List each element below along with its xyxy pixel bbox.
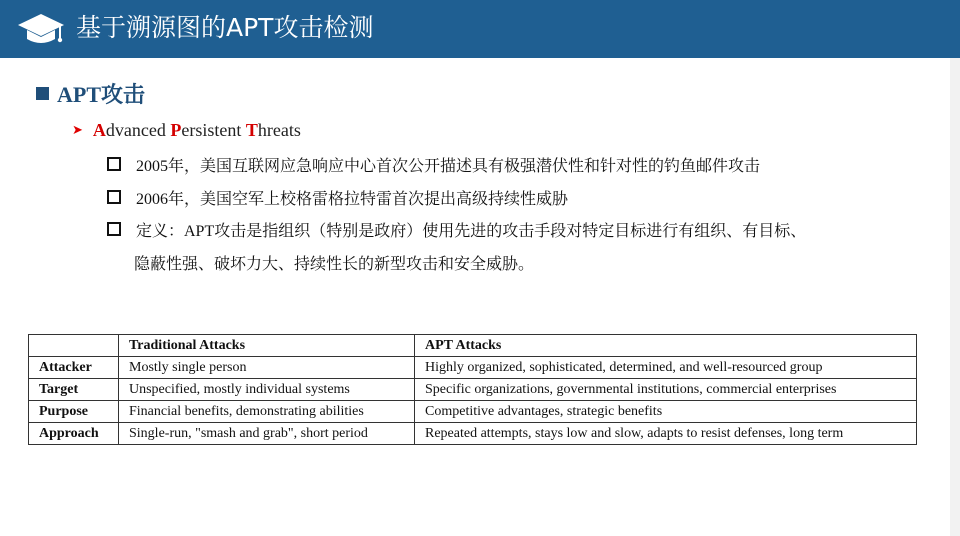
hollow-square-bullet-icon	[107, 190, 121, 204]
bullet-text: 定义：APT攻击是指组织（特别是政府）使用先进的攻击手段对特定目标进行有组织、有目标、	[136, 222, 807, 240]
cell-traditional: Unspecified, mostly individual systems	[119, 379, 415, 401]
section-title: APT攻击	[57, 81, 146, 107]
table-row	[29, 379, 917, 401]
subtitle-initial-p: P	[170, 119, 182, 140]
subtitle-word-persistent: ersistent	[181, 119, 246, 140]
bullet-text: 2006年，美国空军上校格雷格拉特雷首次提出高级持续性威胁	[136, 190, 569, 208]
subtitle-initial-t: T	[245, 119, 258, 140]
bullet-item	[107, 150, 760, 178]
cell-apt: Competitive advantages, strategic benefits	[415, 401, 917, 423]
bullet-item	[107, 183, 568, 211]
square-bullet-icon	[36, 87, 49, 100]
cell-apt: Highly organized, sophisticated, determined, and well-resourced group	[415, 357, 917, 379]
subtitle-line	[72, 118, 301, 142]
subtitle-word-threats: hreats	[257, 119, 301, 140]
column-header-blank	[29, 335, 119, 357]
column-header-traditional: Traditional Attacks	[119, 335, 415, 357]
row-label: Approach	[29, 423, 119, 445]
bullet-item	[107, 215, 806, 243]
cell-apt: Specific organizations, governmental institutions, commercial enterprises	[415, 379, 917, 401]
subtitle-initial-a: A	[92, 119, 106, 140]
comparison-table	[28, 334, 917, 445]
table-row	[29, 357, 917, 379]
row-label: Target	[29, 379, 119, 401]
page-title: 基于溯源图的APT攻击检测	[76, 13, 374, 42]
arrow-bullet-icon: ➤	[72, 122, 83, 137]
table-row	[29, 401, 917, 423]
table-row	[29, 423, 917, 445]
table-header-row	[29, 335, 917, 357]
graduation-cap-icon	[17, 12, 65, 46]
column-header-apt: APT Attacks	[415, 335, 917, 357]
hollow-square-bullet-icon	[107, 157, 121, 171]
cell-traditional: Single-run, "smash and grab", short period	[119, 423, 415, 445]
row-label: Attacker	[29, 357, 119, 379]
title-bar	[0, 0, 960, 58]
cell-traditional: Mostly single person	[119, 357, 415, 379]
row-label: Purpose	[29, 401, 119, 423]
bullet-text-continuation: 隐蔽性强、破坏力大、持续性长的新型攻击和安全威胁。	[134, 255, 535, 273]
scrollbar-track	[950, 58, 960, 536]
section-heading	[36, 78, 145, 108]
subtitle-word-advanced: dvanced	[105, 119, 171, 140]
hollow-square-bullet-icon	[107, 222, 121, 236]
cell-traditional: Financial benefits, demonstrating abilities	[119, 401, 415, 423]
cell-apt: Repeated attempts, stays low and slow, adapts to resist defenses, long term	[415, 423, 917, 445]
bullet-text: 2005年，美国互联网应急响应中心首次公开描述具有极强潜伏性和针对性的钓鱼邮件攻击	[136, 157, 761, 175]
